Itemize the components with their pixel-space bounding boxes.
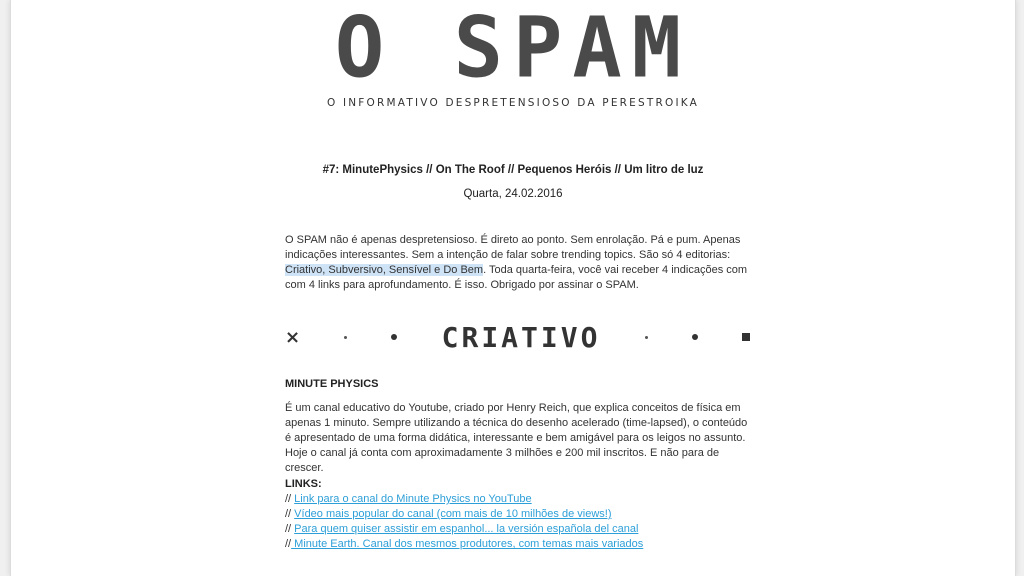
square-icon xyxy=(742,333,750,341)
list-item xyxy=(285,507,750,522)
links-label: LINKS: xyxy=(285,478,322,490)
link-prefix: // xyxy=(285,493,295,505)
item-description: É um canal educativo do Youtube, criado por Henry Reich, que explica conceitos de física em apenas 1 minuto. Sempre utilizando a técnica do desenho acelerado (time-lapsed), o conteúdo é apresentado de uma forma didática, interessante e bem amigável para os leigos no assunto. Hoje o canal já conta com aproximadamente 3 milhões e 200 mil inscritos. E não para de crescer. xyxy=(285,402,748,474)
issue-title: #7: MinutePhysics // On The Roof // Pequenos Heróis // Um litro de luz xyxy=(322,164,704,176)
section-divider xyxy=(285,320,750,354)
link-channel[interactable]: Link para o canal do Minute Physics no YouTube xyxy=(294,493,532,505)
intro-text: O SPAM não é apenas despretensioso. É direto ao ponto. Sem enrolação. Pá e pum. Apenas indicações interessantes. Sem a intenção de falar sobre trending topics. São só 4 editorias: xyxy=(285,234,741,261)
intro-text-end: . Toda quarta-feira, você vai receber 4 indicações com com 4 links para aprofundamento. É isso. Obrigado por assinar o SPAM. xyxy=(285,264,748,291)
intro-paragraph xyxy=(285,233,750,293)
issue-date: Quarta, 24.02.2016 xyxy=(463,188,563,200)
dot-icon xyxy=(391,334,397,340)
dot-icon xyxy=(692,334,698,340)
link-popular-video[interactable]: Vídeo mais popular do canal (com mais de 10 milhões de views!) xyxy=(294,508,612,520)
link-prefix: // xyxy=(285,538,292,550)
list-item xyxy=(285,522,750,537)
small-dot-icon xyxy=(344,336,347,339)
item-title: MINUTE PHYSICS xyxy=(285,378,379,390)
link-spanish-version[interactable]: Para quem quiser assistir em espanhol... la versión española del canal xyxy=(294,523,639,535)
logo: O SPAM xyxy=(334,0,692,97)
tagline: O INFORMATIVO DESPRETENSIOSO DA PERESTROIKA xyxy=(326,97,700,109)
small-dot-icon xyxy=(645,336,648,339)
link-minute-earth[interactable]: Minute Earth. Canal dos mesmos produtores, com temas mais variados xyxy=(291,538,644,550)
list-item xyxy=(285,537,750,552)
close-x-icon: × xyxy=(285,326,301,348)
link-prefix: // xyxy=(285,523,295,535)
list-item xyxy=(285,492,750,507)
highlighted-selection[interactable]: Criativo, Subversivo, Sensível e Do Bem xyxy=(285,264,484,276)
section-heading: CRIATIVO xyxy=(441,320,601,354)
newsletter-page xyxy=(10,0,1016,576)
link-prefix: // xyxy=(285,508,295,520)
links-list xyxy=(285,492,750,552)
